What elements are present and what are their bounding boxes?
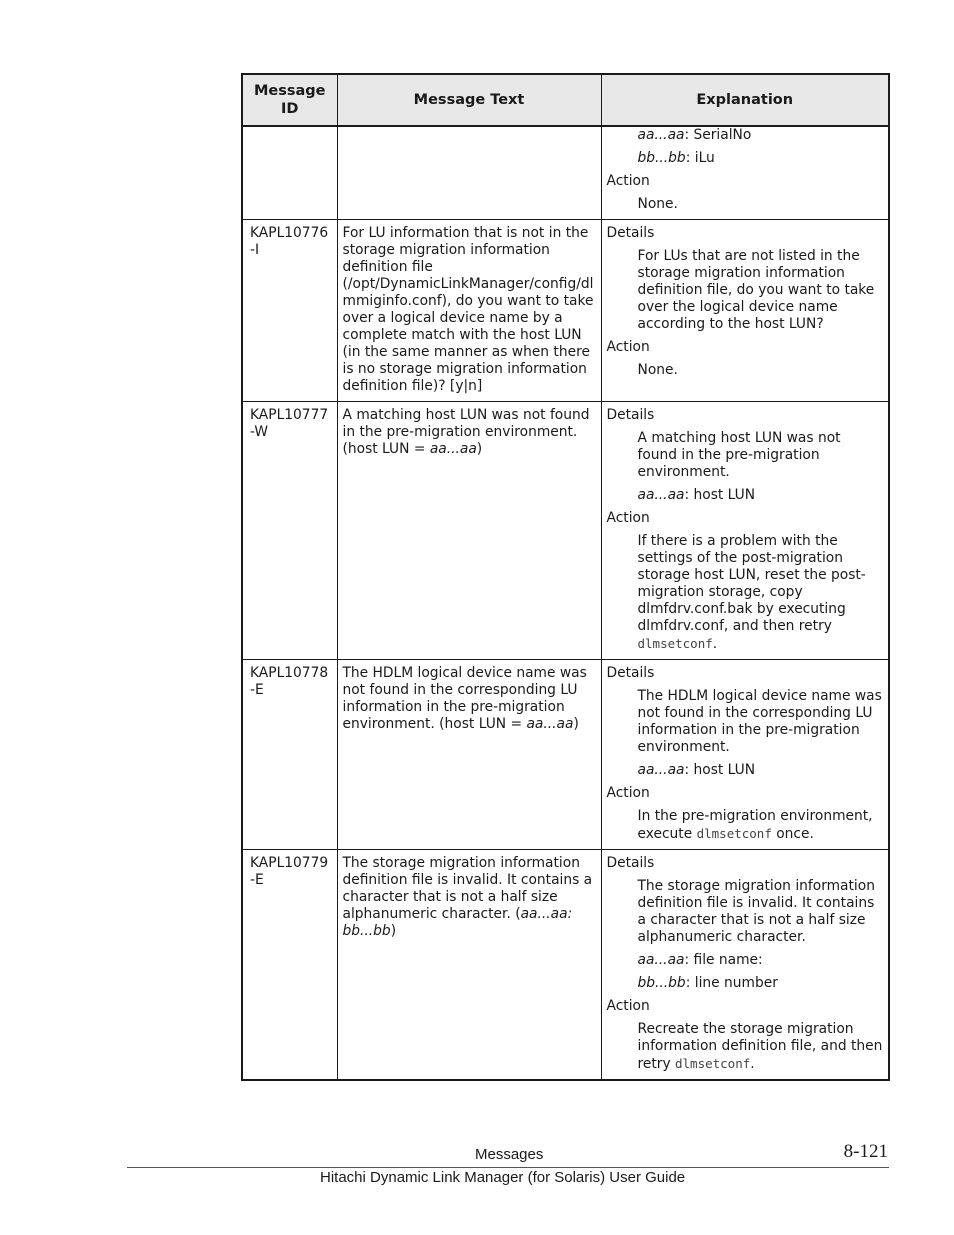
table-row bbox=[242, 402, 889, 660]
cont-action-text: None. bbox=[637, 196, 678, 212]
action-paragraph bbox=[638, 533, 884, 653]
action-label: Action bbox=[606, 510, 650, 526]
text-segment: ) bbox=[476, 441, 483, 457]
text-segment: aa...aa bbox=[637, 487, 685, 503]
table-row bbox=[242, 850, 889, 1081]
cont-action-label: Action bbox=[606, 173, 650, 189]
details-paragraph bbox=[638, 878, 884, 946]
header-explanation: Explanation bbox=[601, 74, 889, 126]
action-paragraph bbox=[638, 362, 884, 379]
explanation-cell bbox=[601, 220, 889, 402]
message-text-cell bbox=[337, 220, 601, 402]
text-segment: A matching host LUN was not found in the pre-migration environment. (host LUN = bbox=[342, 407, 590, 457]
page-number: 8-121 bbox=[843, 1141, 888, 1162]
text-segment: dlmsetconf bbox=[637, 636, 713, 651]
text-segment: : host LUN bbox=[684, 487, 756, 503]
details-label: Details bbox=[606, 665, 655, 681]
details-paragraph bbox=[638, 688, 884, 756]
text-segment: aa...aa bbox=[526, 716, 574, 732]
text-segment: The HDLM logical device name was not found in the corresponding LU information in the pre-migration environment. (host LUN = bbox=[342, 665, 587, 732]
message-id-cell: KAPL10776-I bbox=[242, 220, 337, 402]
cont-id-cell bbox=[242, 126, 337, 220]
cont-explanation-cell bbox=[601, 126, 889, 220]
action-paragraph bbox=[638, 808, 884, 843]
action-label: Action bbox=[606, 339, 650, 355]
explanation-cell bbox=[601, 660, 889, 850]
header-message-text: Message Text bbox=[337, 74, 601, 126]
message-text-cell bbox=[337, 660, 601, 850]
cont-line-ilu: bb...bb: iLu bbox=[637, 150, 715, 166]
text-segment: once. bbox=[771, 826, 814, 842]
table-row bbox=[242, 660, 889, 850]
explanation-cell bbox=[601, 850, 889, 1081]
cont-line-serial: aa...aa: SerialNo bbox=[637, 127, 752, 143]
table-row bbox=[242, 220, 889, 402]
text-segment: Recreate the storage migration information definition file, and then retry bbox=[637, 1021, 883, 1072]
text-segment: dlmsetconf bbox=[696, 826, 772, 841]
details-label: Details bbox=[606, 225, 655, 241]
details-paragraph bbox=[638, 975, 884, 992]
text-segment: bb...bb bbox=[637, 975, 686, 991]
table-header-row bbox=[242, 74, 889, 126]
text-segment: If there is a problem with the settings of the post-migration storage host LUN, reset the post-migration storage, copy dlmfdrv.conf.bak by executing dlmfdrv.conf, and then retry bbox=[637, 533, 866, 634]
text-segment: ) bbox=[390, 923, 397, 939]
text-segment: For LU information that is not in the storage migration information definition file (/opt/DynamicLinkManager/config/dlmmiginfo.conf), do you want to take over a logical device name by a complete match with the host LUN (in the same manner as when there is no storage migration information definition file)? [y|n] bbox=[342, 225, 594, 394]
action-label: Action bbox=[606, 998, 650, 1014]
header-message-id: Message ID bbox=[242, 74, 337, 126]
text-segment: : line number bbox=[685, 975, 778, 991]
details-paragraph bbox=[638, 248, 884, 333]
message-table bbox=[241, 73, 890, 1081]
text-segment: For LUs that are not listed in the storage migration information definition file, do you want to take over the logical device name according to the host LUN? bbox=[637, 248, 875, 332]
text-segment: The storage migration information definition file is invalid. It contains a character that is not a half size alphanumeric character. bbox=[637, 878, 875, 945]
explanation-cell bbox=[601, 402, 889, 660]
text-segment: aa...aa bbox=[429, 441, 477, 457]
footer-guide-title: Hitachi Dynamic Link Manager (for Solaris) User Guide bbox=[320, 1169, 686, 1186]
text-segment: aa...aa bbox=[637, 952, 685, 968]
continuation-row bbox=[242, 126, 889, 220]
details-paragraph bbox=[638, 487, 884, 504]
cont-text-cell bbox=[337, 126, 601, 220]
message-text-cell bbox=[337, 850, 601, 1081]
action-paragraph bbox=[638, 1021, 884, 1073]
message-id-cell: KAPL10779-E bbox=[242, 850, 337, 1081]
action-label: Action bbox=[606, 785, 650, 801]
footer-divider bbox=[127, 1167, 889, 1168]
text-segment: . bbox=[712, 636, 718, 652]
text-segment: . bbox=[750, 1056, 755, 1072]
text-segment: In the pre-migration environment, execute bbox=[637, 808, 873, 842]
text-segment: A matching host LUN was not found in the pre-migration environment. bbox=[637, 430, 841, 480]
text-segment: aa...aa: bb...bb bbox=[342, 906, 573, 939]
details-label: Details bbox=[606, 855, 655, 871]
text-segment: The HDLM logical device name was not found in the corresponding LU information in the pre-migration environment. bbox=[637, 688, 882, 755]
footer-section-title: Messages bbox=[475, 1146, 544, 1163]
text-segment: dlmsetconf bbox=[675, 1056, 751, 1071]
details-paragraph bbox=[638, 430, 884, 481]
text-segment: : file name: bbox=[684, 952, 763, 968]
details-label: Details bbox=[606, 407, 655, 423]
text-segment: : host LUN bbox=[684, 762, 756, 778]
text-segment: ) bbox=[573, 716, 579, 732]
message-id-cell: KAPL10777-W bbox=[242, 402, 337, 660]
details-paragraph bbox=[638, 952, 884, 969]
text-segment: The storage migration information definition file is invalid. It contains a character that is not a half size alphanumeric character. ( bbox=[342, 855, 593, 922]
message-id-cell: KAPL10778-E bbox=[242, 660, 337, 850]
text-segment: None. bbox=[637, 362, 678, 378]
details-paragraph bbox=[638, 762, 884, 779]
message-text-cell bbox=[337, 402, 601, 660]
text-segment: aa...aa bbox=[637, 762, 685, 778]
